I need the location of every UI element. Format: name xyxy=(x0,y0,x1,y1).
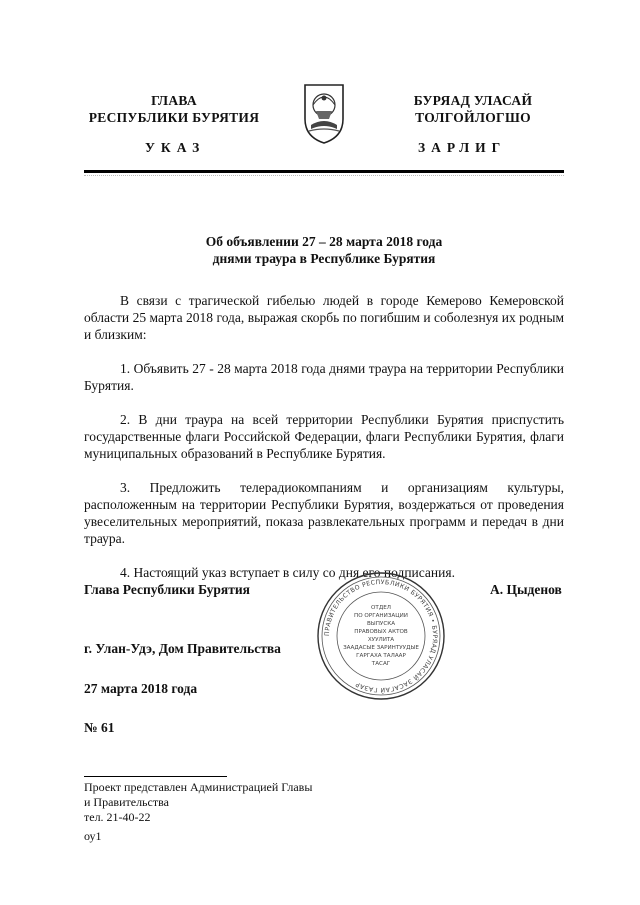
seal-inner-line: ГАРГАХА ТАЛААР xyxy=(356,653,406,659)
title-line1: Об объявлении 27 – 28 марта 2018 года xyxy=(205,234,443,249)
footnote xyxy=(84,780,312,844)
body-item-2: 2. В дни траура на всей территории Республики Бурятия приспустить государственные флаги Российской Федерации, флаги Республики Бурятия, флаги муниципальных образований в Республике Бурятия. xyxy=(84,412,564,461)
decree-body xyxy=(84,292,564,598)
decree-number: № 61 xyxy=(84,720,115,735)
seal-outer-text: ПРАВИТЕЛЬСТВО РЕСПУБЛИКИ БУРЯТИЯ • БУРЯАД УЛАСАЙ ЗАСАГАЙ ГАЗАР xyxy=(323,578,439,694)
signing-place: г. Улан-Удэ, Дом Правительства xyxy=(84,641,281,656)
footnote-line1: Проект представлен Администрацией Главы xyxy=(84,780,313,794)
seal-inner-line: ОТДЕЛ xyxy=(371,605,391,611)
body-item-1: 1. Объявить 27 - 28 марта 2018 года днями траура на территории Республики Бурятия. xyxy=(84,361,564,393)
body-item-3: 3. Предложить телерадиокомпаниям и организациям культуры, расположенным на территории Республики Бурятия, воздержаться от проведения увеселительных мероприятий, показа развлекательных программ и передач в дни траура. xyxy=(84,480,564,546)
footnote-line3: тел. 21-40-22 xyxy=(84,810,151,824)
header-left-line1: ГЛАВА xyxy=(151,93,197,108)
seal-inner-line: ЗААДАСЫЕ ЗАРИНТУУДЫЕ xyxy=(343,645,419,651)
header-right-line1: БУРЯАД УЛАСАЙ xyxy=(413,93,533,108)
header-right xyxy=(383,92,563,126)
coat-of-arms-icon xyxy=(299,81,349,145)
header-left-line2: РЕСПУБЛИКИ БУРЯТИЯ xyxy=(88,110,260,125)
body-item-4: 4. Настоящий указ вступает в силу со дня его подписания. xyxy=(120,565,455,580)
seal-inner-line: ПРАВОВЫХ АКТОВ xyxy=(354,629,408,635)
header-dotted-line xyxy=(84,175,564,182)
signatory-position: Глава Республики Бурятия xyxy=(84,582,250,597)
seal-inner-line: ВЫПУСКА xyxy=(366,621,396,627)
signing-date: 27 марта 2018 года xyxy=(84,681,198,696)
signatory-name: А. Цыденов xyxy=(490,582,562,597)
header-right-line2: ТОЛГОЙЛОГШО xyxy=(415,110,531,125)
header-divider xyxy=(84,170,564,173)
header-left xyxy=(84,92,264,126)
footnote-divider xyxy=(84,776,227,777)
footnote-line2: и Правительства xyxy=(84,795,169,809)
seal-inner-line: ТАСАГ xyxy=(371,661,391,667)
decree-label-left: УКАЗ xyxy=(145,140,206,155)
decree-title xyxy=(84,233,564,267)
official-seal-icon xyxy=(316,571,446,701)
seal-inner-line: ПО ОРГАНИЗАЦИИ xyxy=(354,613,408,619)
decree-label-right: ЗАРЛИГ xyxy=(418,140,507,155)
body-intro: В связи с трагической гибелью людей в городе Кемерово Кемеровской области 25 марта 2018 года, выражая скорбь по погибшим и соболезнуя их родным и близким: xyxy=(84,293,564,342)
seal-inner-line: ХУУЛИТА xyxy=(367,637,395,643)
title-line2: днями траура в Республике Бурятия xyxy=(212,251,436,266)
footnote-line4: оу1 xyxy=(84,829,102,843)
